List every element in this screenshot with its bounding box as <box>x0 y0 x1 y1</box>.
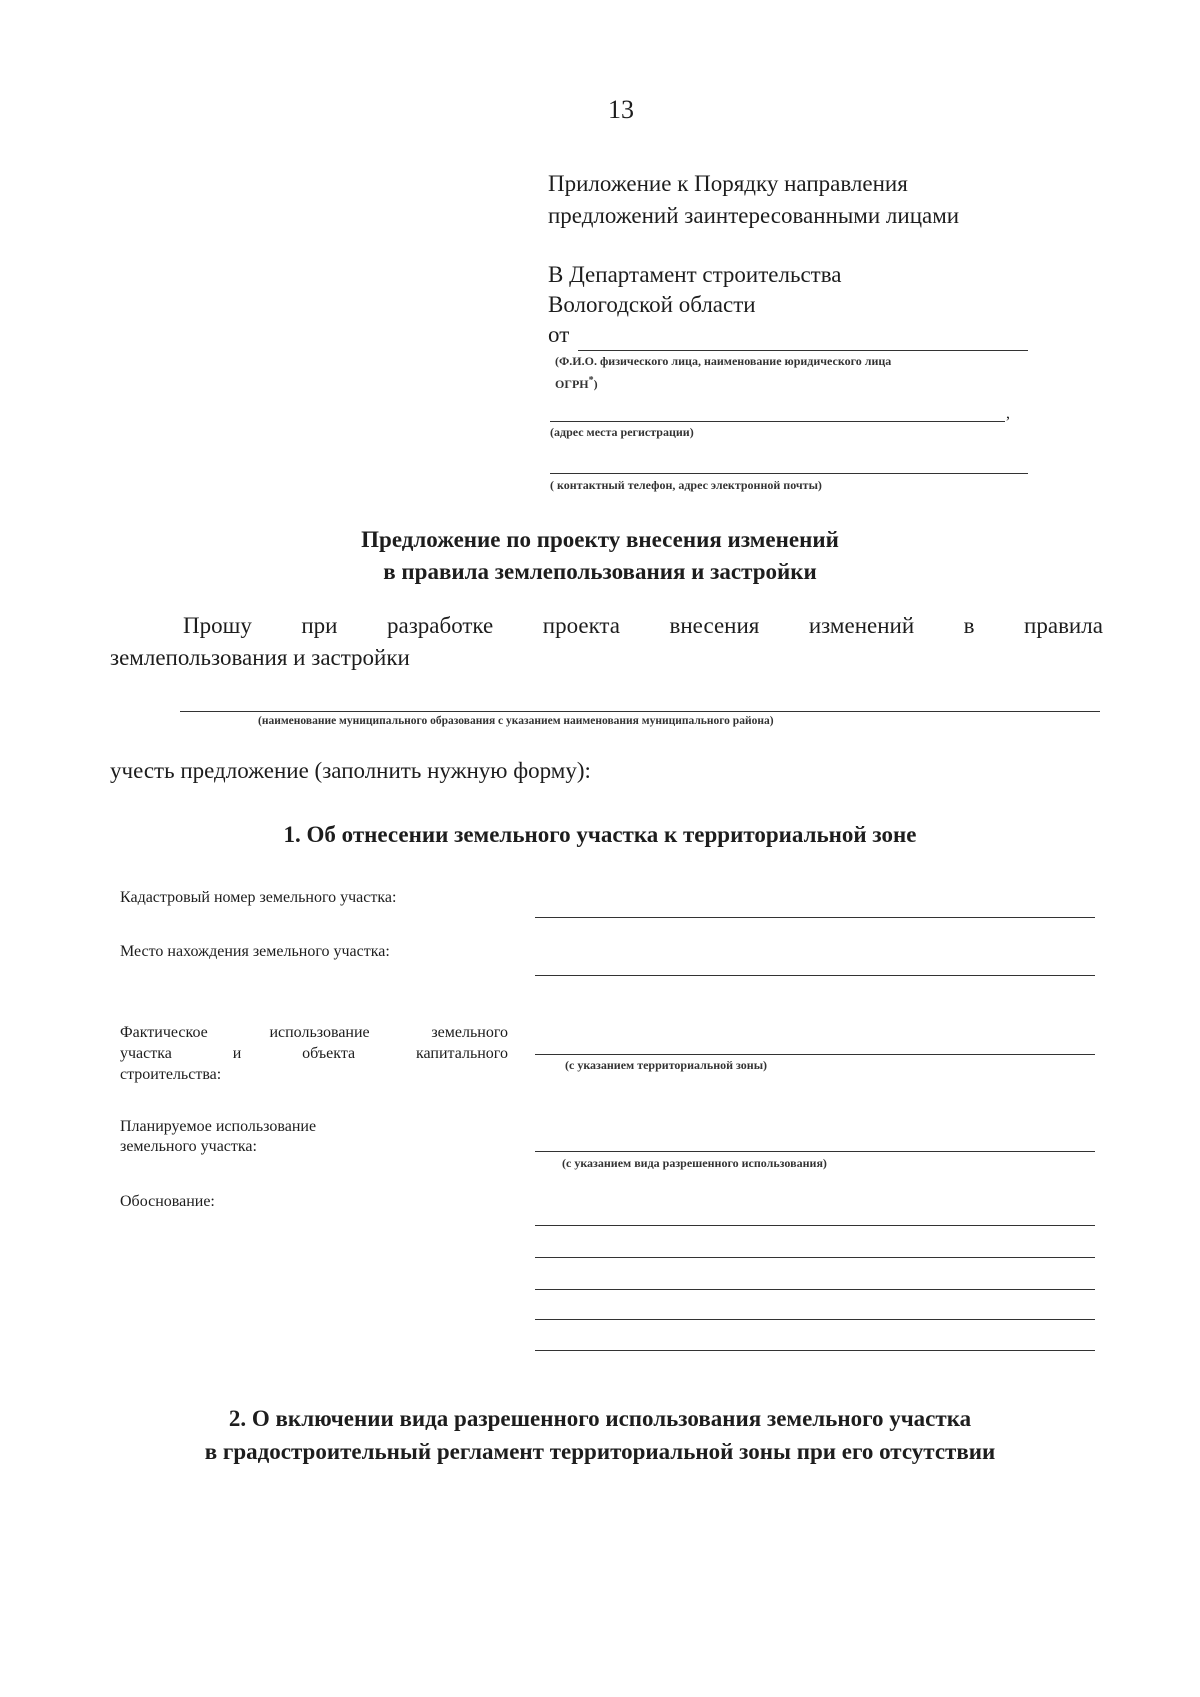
justification-line-5[interactable] <box>535 1350 1095 1351</box>
section-2-title <box>0 1402 1200 1468</box>
appendix-header <box>548 168 959 232</box>
ogrn-close: ) <box>593 377 598 391</box>
location-field[interactable] <box>535 975 1095 976</box>
caption-contacts: ( контактный телефон, адрес электронной почты) <box>550 478 822 492</box>
actual-use-word: Фактическое <box>120 1024 208 1041</box>
actual-use-label <box>120 1022 508 1085</box>
section-1-title: 1. Об отнесении земельного участка к территориальной зоне <box>283 822 917 847</box>
actual-use-line-3: строительства: <box>120 1066 222 1083</box>
actual-use-caption: (с указанием территориальной зоны) <box>565 1058 768 1072</box>
appendix-line-2: предложений заинтересованными лицами <box>548 203 960 228</box>
caption-address: (адрес места регистрации) <box>550 425 694 439</box>
justification-line-1[interactable] <box>535 1225 1095 1226</box>
planned-use-line-1: Планируемое использование <box>120 1118 317 1135</box>
from-label: от <box>548 322 570 347</box>
actual-use-word: капитального <box>415 1045 508 1062</box>
actual-use-field[interactable] <box>535 1054 1095 1055</box>
request-word: внесения <box>669 613 760 638</box>
addressee-line-1: В Департамент строительства <box>548 262 842 287</box>
contacts-line[interactable] <box>550 473 1028 474</box>
actual-use-word: и <box>232 1045 242 1062</box>
planned-use-field[interactable] <box>535 1151 1095 1152</box>
from-name-line[interactable] <box>578 350 1028 351</box>
justification-label: Обоснование: <box>120 1193 215 1210</box>
planned-use-label <box>120 1117 316 1157</box>
caption-name-line-1: (Ф.И.О. физического лица, наименование юридического лица <box>555 354 892 368</box>
request-word: в <box>963 613 975 638</box>
document-title <box>0 524 1200 588</box>
request-word: при <box>301 613 338 638</box>
request-word: правила <box>1024 613 1103 638</box>
request-line-2: землепользования и застройки <box>110 645 410 670</box>
request-word: разработке <box>386 613 494 638</box>
planned-use-caption: (с указанием вида разрешенного использования) <box>562 1156 827 1170</box>
section-2-title-line-1: 2. О включении вида разрешенного использования земельного участка <box>228 1406 972 1431</box>
actual-use-word: участка <box>120 1045 172 1062</box>
take-into-account: учесть предложение (заполнить нужную форму): <box>110 758 591 783</box>
caption-municipality: (наименование муниципального образования с указанием наименования муниципального района) <box>258 715 774 727</box>
planned-use-line-2: земельного участка: <box>120 1138 257 1155</box>
address-tail: , <box>1006 405 1010 422</box>
page-number: 13 <box>608 95 634 124</box>
actual-use-line-1 <box>120 1022 508 1043</box>
request-word: Прошу <box>183 613 252 638</box>
caption-name-line-2 <box>555 375 1025 392</box>
justification-line-4[interactable] <box>535 1319 1095 1320</box>
justification-line-2[interactable] <box>535 1257 1095 1258</box>
address-line[interactable] <box>550 421 1005 422</box>
addressee-line-2: Вологодской области <box>548 292 756 317</box>
cadastral-label: Кадастровый номер земельного участка: <box>120 889 397 906</box>
request-word: изменений <box>808 613 915 638</box>
municipality-line[interactable] <box>180 711 1100 712</box>
ogrn-footnote-mark: * <box>588 375 594 386</box>
appendix-line-1: Приложение к Порядку направления <box>548 171 908 196</box>
document-title-line-2: в правила землепользования и застройки <box>383 559 817 584</box>
actual-use-line-2 <box>120 1043 508 1064</box>
actual-use-word: объекта <box>302 1045 356 1062</box>
cadastral-field[interactable] <box>535 917 1095 918</box>
actual-use-word: использование <box>269 1024 370 1041</box>
request-word: проекта <box>542 613 620 638</box>
location-label: Место нахождения земельного участка: <box>120 943 390 960</box>
ogrn-label: ОГРН <box>555 377 589 391</box>
caption-name <box>555 354 1025 392</box>
addressee-block <box>548 260 842 350</box>
document-title-line-1: Предложение по проекту внесения изменений <box>361 527 839 552</box>
justification-line-3[interactable] <box>535 1289 1095 1290</box>
actual-use-word: земельного <box>431 1024 508 1041</box>
request-line-1 <box>183 613 1103 639</box>
section-2-title-line-2: в градостроительный регламент территориальной зоны при его отсутствии <box>204 1439 996 1464</box>
